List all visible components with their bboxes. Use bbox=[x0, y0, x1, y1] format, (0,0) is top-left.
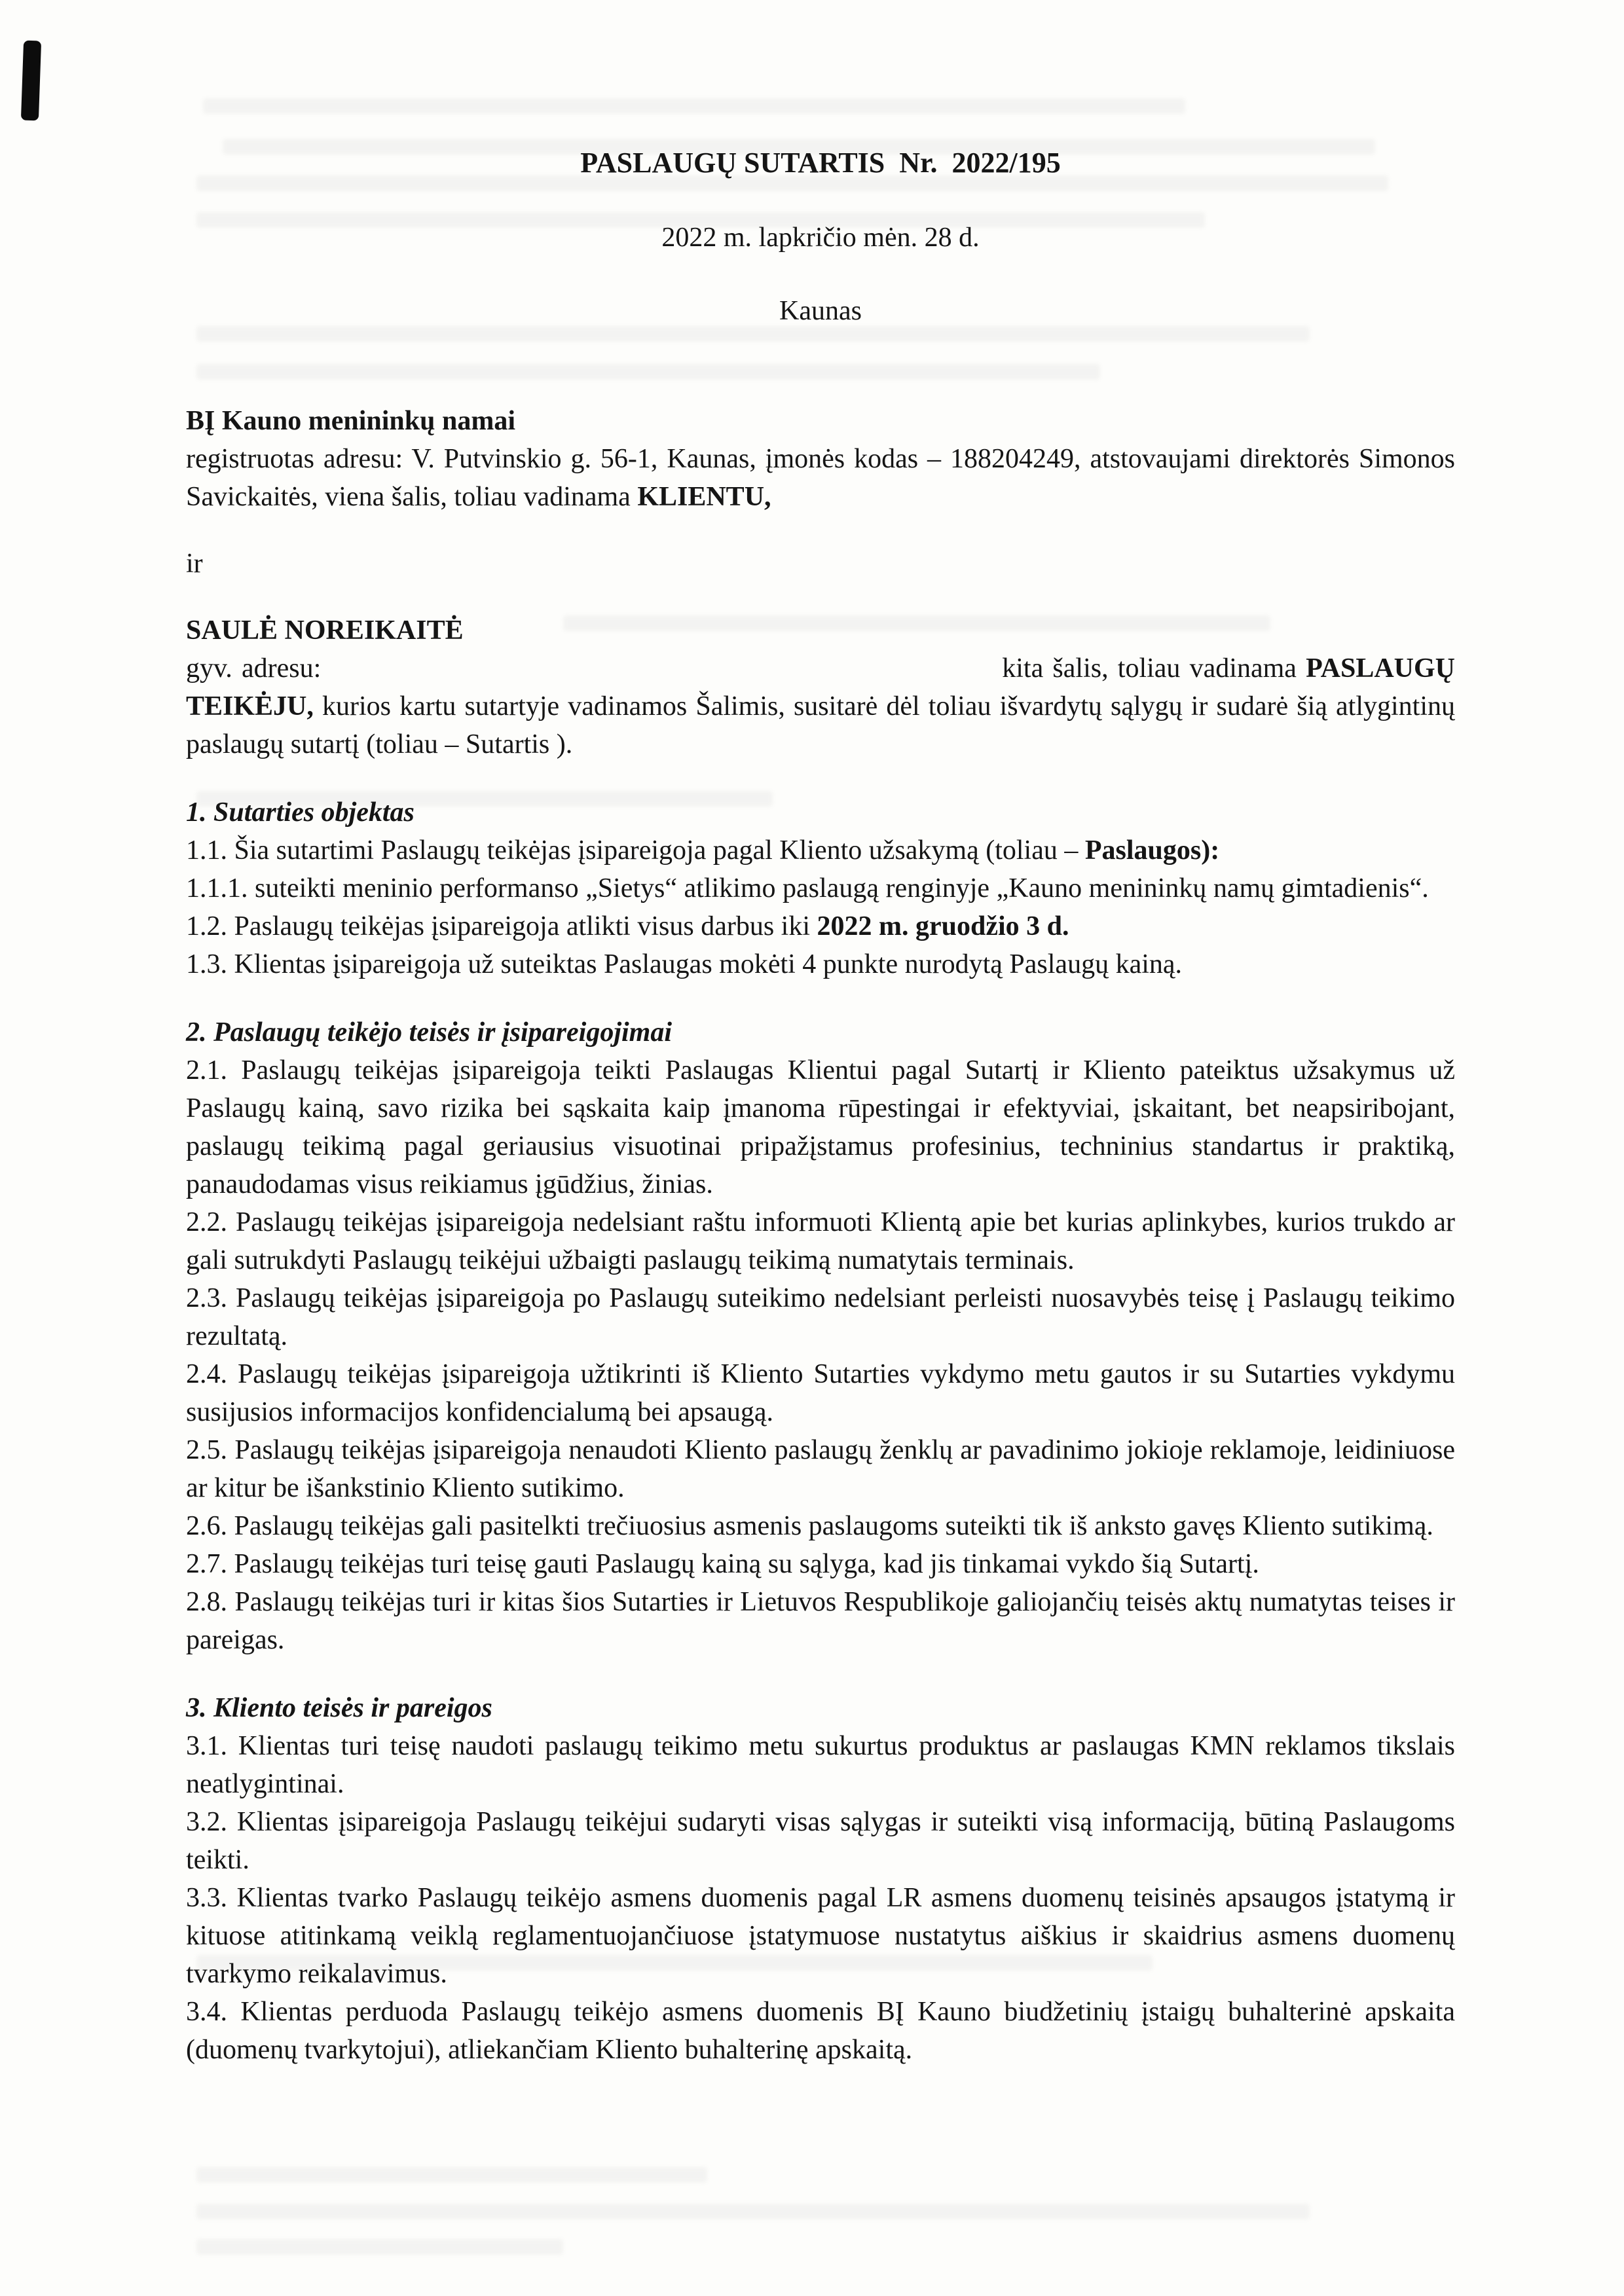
contract-clause bbox=[186, 907, 1455, 945]
contract-date: 2022 m. lapkričio mėn. 28 d. bbox=[661, 223, 980, 253]
text-segment: 3.1. Klientas turi teisę naudoti paslaugų teikimo metu sukurtus produktus ar paslaugas KMN reklamos tikslais neatlygintinai. bbox=[186, 1731, 1455, 1799]
contract-clause bbox=[186, 1545, 1455, 1583]
contract-clause bbox=[186, 1993, 1455, 2069]
contract-clause bbox=[186, 869, 1455, 907]
section-heading: 1. Sutarties objektas bbox=[186, 797, 415, 828]
text-segment: 3.4. Klientas perduoda Paslaugų teikėjo asmens duomenis BĮ Kauno biudžetinių įstaigų buhalterinė apskaita (duomenų tvarkytojui), atliekančiam Kliento buhalterinę apskaitą. bbox=[186, 1997, 1455, 2065]
text-segment: 2.3. Paslaugų teikėjas įsipareigoja po Paslaugų suteikimo nedelsiant perleisti nuosavybės teisę į Paslaugų teikimo rezultatą. bbox=[186, 1283, 1455, 1351]
text-segment: Paslaugos): bbox=[1084, 835, 1220, 866]
text-segment: 2.6. Paslaugų teikėjas gali pasitelkti trečiuosius asmenis paslaugoms suteikti tik iš anksto gavęs Kliento sutikimą. bbox=[186, 1511, 1433, 1541]
contract-city: Kaunas bbox=[779, 296, 862, 326]
text-segment: gyv. adresu: bbox=[186, 653, 322, 683]
text-segment: 2.2. Paslaugų teikėjas įsipareigoja nedelsiant raštu informuoti Klientą apie bet kurias aplinkybes, kurios trukdo ar gali sutrukdyti Paslaugų teikėjui užbaigti paslaugų teikimą numatytais terminais. bbox=[186, 1207, 1455, 1275]
contract-clause bbox=[186, 1507, 1455, 1545]
contract-clause bbox=[186, 945, 1455, 983]
text-segment: 2.4. Paslaugų teikėjas įsipareigoja užtikrinti iš Kliento Sutarties vykdymo metu gautos ir su Sutarties vykdymu susijusios informacijos konfidencialumą bei apsaugą. bbox=[186, 1359, 1455, 1427]
text-segment: 1.2. Paslaugų teikėjas įsipareigoja atlikti visus darbus iki bbox=[186, 911, 817, 941]
text-segment: 2.7. Paslaugų teikėjas turi teisę gauti Paslaugų kainą su sąlyga, kad jis tinkamai vykdo šią Sutartį. bbox=[186, 1549, 1259, 1579]
section-heading: 3. Kliento teisės ir pareigos bbox=[186, 1693, 492, 1723]
provider-name: SAULĖ NOREIKAITĖ bbox=[186, 615, 464, 646]
bleedthrough-artifact bbox=[203, 98, 1185, 114]
contract-clause bbox=[186, 1879, 1455, 1993]
text-segment: kurios kartu sutartyje vadinamos Šalimis, susitarė dėl toliau išvardytų sąlygų ir sudarė šią atlygintinų paslaugų sutartį (toliau – Sutartis ). bbox=[186, 691, 1455, 759]
contract-clause bbox=[186, 1583, 1455, 1659]
section-heading: 2. Paslaugų teikėjo teisės ir įsipareigojimai bbox=[186, 1017, 673, 1048]
text-segment: 2.5. Paslaugų teikėjas įsipareigoja nenaudoti Kliento paslaugų ženklų ar pavadinimo jokioje reklamoje, leidiniuose ar kitur be išankstinio Kliento sutikimo. bbox=[186, 1435, 1455, 1503]
text-segment: 1.1. Šia sutartimi Paslaugų teikėjas įsipareigoja pagal Kliento užsakymą (toliau – bbox=[186, 835, 1085, 866]
contract-clause bbox=[186, 1431, 1455, 1507]
contract-clause bbox=[186, 1051, 1455, 1203]
text-segment: PASLAUGŲ TEIKĖJU, bbox=[186, 653, 1455, 721]
scanner-artifact-mark bbox=[21, 41, 41, 121]
client-name: BĮ Kauno menininkų namai bbox=[186, 406, 516, 436]
contract-clause bbox=[186, 1279, 1455, 1355]
provider-details bbox=[186, 649, 1455, 763]
contract-clause bbox=[186, 1727, 1455, 1803]
redacted-blank bbox=[321, 676, 1002, 677]
contract-clause bbox=[186, 1803, 1455, 1879]
bleedthrough-artifact bbox=[196, 2239, 563, 2255]
text-segment: 2022 m. gruodžio 3 d. bbox=[817, 911, 1069, 941]
text-segment: registruotas adresu: V. Putvinskio g. 56-1, Kaunas, įmonės kodas – 188204249, atstovaujami direktorės Simonos Savickaitės, viena šalis, toliau vadinama bbox=[186, 444, 1455, 512]
text-segment: 2.1. Paslaugų teikėjas įsipareigoja teikti Paslaugas Klientui pagal Sutartį ir Kliento pateiktus užsakymus už Paslaugų kainą, savo rizika bei sąskaita kaip įmanoma rūpestingai ir efektyviai, įskaitant, bet neapsiribojant, paslaugų teikimą pagal geriausius visuotinai pripažįstamus profesinius, techninius standartus ir praktiką, panaudodamas visus reikiamus įgūdžius, žinias. bbox=[186, 1055, 1455, 1199]
text-segment: KLIENTU, bbox=[637, 482, 771, 512]
text-segment: 3.2. Klientas įsipareigoja Paslaugų teikėjui sudaryti visas sąlygas ir suteikti visą informaciją, būtiną Paslaugoms teikti. bbox=[186, 1807, 1455, 1875]
contract-title: PASLAUGŲ SUTARTIS Nr. 2022/195 bbox=[580, 147, 1061, 179]
text-segment: 1.1.1. suteikti meninio performanso „Sietys“ atlikimo paslaugą renginyje „Kauno menininkų namų gimtadienis“. bbox=[186, 873, 1429, 903]
client-details bbox=[186, 440, 1455, 516]
contract-clause bbox=[186, 1203, 1455, 1279]
text-segment: 3.3. Klientas tvarko Paslaugų teikėjo asmens duomenis pagal LR asmens duomenų teisinės apsaugos įstatymą ir kituose atitinkamą veiklą reglamentuojančiuose įstatymuose nustatytus aiškius ir skaidrius asmens duomenų tvarkymo reikalavimus. bbox=[186, 1883, 1455, 1989]
contract-clause bbox=[186, 831, 1455, 869]
contract-clause bbox=[186, 1355, 1455, 1431]
connector-ir: ir bbox=[186, 549, 203, 579]
text-segment: 1.3. Klientas įsipareigoja už suteiktas Paslaugas mokėti 4 punkte nurodytą Paslaugų kainą. bbox=[186, 949, 1183, 979]
bleedthrough-artifact bbox=[196, 2204, 1310, 2219]
text-segment: 2.8. Paslaugų teikėjas turi ir kitas šios Sutarties ir Lietuvos Respublikoje galiojančių teisės aktų numatytas teises ir pareigas. bbox=[186, 1587, 1455, 1655]
text-segment: kita šalis, toliau vadinama bbox=[1002, 653, 1306, 683]
bleedthrough-artifact bbox=[196, 2167, 707, 2183]
contract-sections bbox=[186, 793, 1455, 2069]
contract-document bbox=[186, 144, 1455, 2069]
